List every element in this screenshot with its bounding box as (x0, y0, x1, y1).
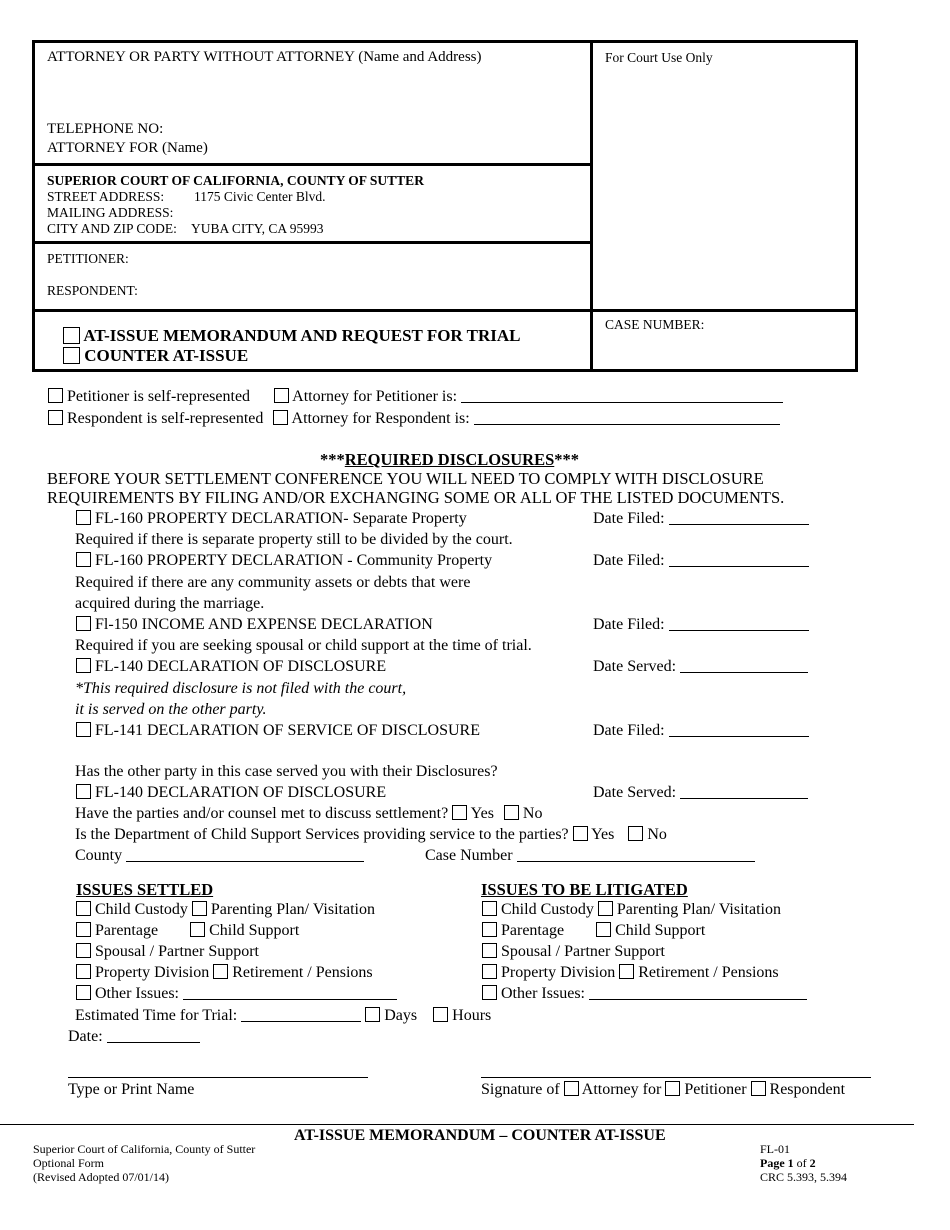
estimated-time-row (75, 1006, 491, 1025)
disclosure-item-fl140-other (76, 783, 386, 802)
date-filed-2 (593, 551, 809, 570)
checkbox-settled-other[interactable] (76, 985, 91, 1000)
note-community-2: acquired during the marriage. (75, 595, 265, 612)
date-filed-5 (593, 721, 809, 740)
title-counter-text: COUNTER AT-ISSUE (84, 346, 249, 365)
checkbox-fl141[interactable] (76, 722, 91, 737)
option-label: Retirement / Pensions (638, 964, 779, 981)
street-value: 1175 Civic Center Blvd. (194, 189, 326, 204)
title-memorandum-text: AT-ISSUE MEMORANDUM AND REQUEST FOR TRIAL (83, 326, 521, 345)
disclosure-item-fl160-separate (76, 509, 467, 528)
case-number-row (425, 846, 755, 865)
checkbox-days[interactable] (365, 1007, 380, 1022)
checkbox-litigated-custody[interactable] (482, 901, 497, 916)
print-name-label: Type or Print Name (68, 1081, 195, 1098)
footer-form-id: FL-01 (760, 1142, 790, 1156)
checkbox-litigated-parentage[interactable] (482, 922, 497, 937)
divider (32, 163, 592, 166)
checkbox-settled-custody[interactable] (76, 901, 91, 916)
litigated-row-4 (482, 963, 779, 982)
city-value: YUBA CITY, CA 95993 (191, 221, 324, 236)
heading-text: REQUIRED DISCLOSURES (344, 450, 555, 469)
checkbox-fl150[interactable] (76, 616, 91, 631)
disclosure-item-fl160-community (76, 551, 492, 570)
city-label: CITY AND ZIP CODE: (47, 221, 177, 236)
date-filed-1 (593, 509, 809, 528)
date-label: Date Filed: (593, 552, 665, 569)
signature-line[interactable] (481, 1077, 871, 1078)
checkbox-settled-parentage[interactable] (76, 922, 91, 937)
checkbox-litigated-parenting[interactable] (598, 901, 613, 916)
item-label: FL-141 DECLARATION OF SERVICE OF DISCLOSURE (95, 722, 480, 739)
checkbox-fl160-community[interactable] (76, 552, 91, 567)
date-field[interactable] (669, 736, 809, 737)
option-label: Child Custody (501, 901, 594, 918)
checkbox-litigated-other[interactable] (482, 985, 497, 1000)
county-row (75, 846, 364, 865)
heading-stars: *** (320, 450, 345, 469)
respondent-label: RESPONDENT: (47, 283, 138, 298)
checkbox-pet-self[interactable] (48, 388, 63, 403)
print-name-line[interactable] (68, 1077, 368, 1078)
county-field[interactable] (126, 861, 364, 862)
option-label: Parenting Plan/ Visitation (616, 901, 781, 918)
checkbox-litigated-retirement[interactable] (619, 964, 634, 979)
disclosure-item-fl140 (76, 657, 386, 676)
checkbox-memorandum[interactable] (63, 327, 80, 344)
date-row (68, 1027, 200, 1046)
checkbox-sig-respondent[interactable] (751, 1081, 766, 1096)
date-field[interactable] (107, 1042, 200, 1043)
county-label: County (75, 847, 123, 864)
date-field[interactable] (669, 524, 809, 525)
issues-litigated-heading: ISSUES TO BE LITIGATED (481, 880, 688, 899)
disclosure-item-fl150 (76, 615, 433, 634)
date-filed-3 (593, 615, 809, 634)
estimated-time-field[interactable] (241, 1021, 361, 1022)
issues-settled-heading: ISSUES SETTLED (76, 880, 214, 899)
checkbox-sig-attorney[interactable] (564, 1081, 579, 1096)
checkbox-sig-petitioner[interactable] (665, 1081, 680, 1096)
disclosures-heading (320, 450, 579, 469)
litigated-row-3 (482, 942, 665, 961)
date-label: Date Filed: (593, 722, 665, 739)
checkbox-met-no[interactable] (504, 805, 519, 820)
date-label: Date: (68, 1028, 103, 1045)
option-label: Other Issues: (501, 985, 585, 1002)
estimated-time-label: Estimated Time for Trial: (75, 1007, 238, 1024)
telephone-label: TELEPHONE NO: (47, 121, 164, 137)
attorney-for-label: Attorney for (581, 1081, 662, 1098)
option-label: Child Custody (95, 901, 188, 918)
case-number-field[interactable] (517, 861, 755, 862)
resp-self-label: Respondent is self-represented (67, 410, 264, 427)
date-served-6 (593, 783, 808, 802)
representation-petitioner (48, 387, 783, 406)
litigated-row-1 (482, 900, 781, 919)
option-label: Retirement / Pensions (232, 964, 373, 981)
item-label: Fl-150 INCOME AND EXPENSE DECLARATION (95, 616, 433, 633)
date-field[interactable] (680, 672, 808, 673)
checkbox-resp-attorney[interactable] (273, 410, 288, 425)
checkbox-fl160-separate[interactable] (76, 510, 91, 525)
checkbox-settled-property[interactable] (76, 964, 91, 979)
item-label: FL-160 PROPERTY DECLARATION- Separate Property (95, 510, 467, 527)
attorney-for-label: ATTORNEY FOR (Name) (47, 140, 208, 156)
checkbox-dcss-yes[interactable] (573, 826, 588, 841)
settled-other-field[interactable] (183, 999, 397, 1000)
checkbox-counter[interactable] (63, 347, 80, 364)
footer-title: AT-ISSUE MEMORANDUM – COUNTER AT-ISSUE (294, 1127, 666, 1144)
settlement-question (75, 804, 542, 823)
resp-attorney-label: Attorney for Respondent is: (291, 410, 470, 427)
settled-row-5 (76, 984, 397, 1003)
footer-page (760, 1156, 816, 1170)
checkbox-litigated-property[interactable] (482, 964, 497, 979)
court-use-label: For Court Use Only (605, 50, 713, 65)
item-label: FL-160 PROPERTY DECLARATION - Community Property (95, 552, 493, 569)
option-label: Parentage (95, 922, 159, 939)
respondent-label: Respondent (769, 1081, 846, 1098)
date-label: Date Filed: (593, 510, 665, 527)
divider (32, 309, 858, 312)
date-label: Date Filed: (593, 616, 665, 633)
checkbox-settled-parenting[interactable] (192, 901, 207, 916)
checkbox-litigated-support[interactable] (596, 922, 611, 937)
checkbox-hours[interactable] (433, 1007, 448, 1022)
note-fl140-2: it is served on the other party. (75, 701, 267, 718)
settled-row-3 (76, 942, 259, 961)
signature-of-label: Signature of (481, 1081, 560, 1098)
date-label: Date Served: (593, 658, 677, 675)
option-label: Property Division (501, 964, 616, 981)
checkbox-settled-retirement[interactable] (213, 964, 228, 979)
of-word: of (796, 1156, 807, 1170)
petitioner-label: Petitioner (684, 1081, 747, 1098)
no-label: No (522, 805, 543, 822)
footer-rule (0, 1124, 914, 1125)
option-label: Spousal / Partner Support (95, 943, 259, 960)
footer-crc: CRC 5.393, 5.394 (760, 1170, 848, 1184)
option-label: Spousal / Partner Support (501, 943, 665, 960)
resp-attorney-field[interactable] (474, 424, 780, 425)
option-label: Child Support (615, 922, 706, 939)
note-fl140-1: *This required disclosure is not filed with the court, (75, 680, 407, 697)
footer-left-1: Superior Court of California, County of Sutter (33, 1142, 256, 1156)
note-community-1: Required if there are any community assets or debts that were (75, 574, 471, 591)
date-served-4 (593, 657, 808, 676)
option-label: Parentage (501, 922, 565, 939)
caption-divider (590, 40, 593, 372)
pet-attorney-label: Attorney for Petitioner is: (292, 388, 458, 405)
checkbox-litigated-spousal[interactable] (482, 943, 497, 958)
disclosure-item-fl141 (76, 721, 480, 740)
date-label: Date Served: (593, 784, 677, 801)
checkbox-settled-support[interactable] (190, 922, 205, 937)
footer-left-2: Optional Form (33, 1156, 104, 1170)
settled-row-1 (76, 900, 375, 919)
dcss-question (75, 825, 667, 844)
question-text: Is the Department of Child Support Services providing service to the parties? (75, 826, 569, 843)
page-total: 2 (809, 1156, 816, 1170)
case-number-label: Case Number (425, 847, 513, 864)
litigated-row-2 (482, 921, 705, 940)
litigated-row-5 (482, 984, 807, 1003)
page-number: 1 (787, 1156, 794, 1170)
checkbox-met-yes[interactable] (452, 805, 467, 820)
title-memorandum (63, 326, 521, 346)
heading-stars: *** (554, 450, 580, 469)
checkbox-dcss-no[interactable] (628, 826, 643, 841)
option-label: Parenting Plan/ Visitation (210, 901, 375, 918)
disclosures-intro-1: BEFORE YOUR SETTLEMENT CONFERENCE YOU WILL NEED TO COMPLY WITH DISCLOSURE (47, 469, 764, 488)
checkbox-resp-self[interactable] (48, 410, 63, 425)
question-text: Have the parties and/or counsel met to discuss settlement? (75, 805, 449, 822)
hours-label: Hours (452, 1007, 492, 1024)
yes-label: Yes (591, 826, 615, 843)
option-label: Property Division (95, 964, 210, 981)
no-label: No (647, 826, 667, 843)
other-party-question: Has the other party in this case served you with their Disclosures? (75, 763, 498, 780)
settled-row-4 (76, 963, 373, 982)
divider (32, 241, 592, 244)
note-income: Required if you are seeking spousal or child support at the time of trial. (75, 637, 532, 654)
checkbox-fl140[interactable] (76, 658, 91, 673)
petitioner-label: PETITIONER: (47, 251, 129, 266)
settled-row-2 (76, 921, 299, 940)
checkbox-fl140-other[interactable] (76, 784, 91, 799)
note-separate: Required if there is separate property still to be divided by the court. (75, 531, 513, 548)
signature-caption (481, 1080, 845, 1099)
case-number-label: CASE NUMBER: (605, 317, 705, 332)
footer-left-3: (Revised Adopted 07/01/14) (33, 1170, 169, 1184)
page-word: Page (760, 1156, 785, 1170)
litigated-other-field[interactable] (589, 999, 807, 1000)
representation-respondent (48, 409, 780, 428)
disclosures-intro-2: REQUIREMENTS BY FILING AND/OR EXCHANGING SOME OR ALL OF THE LISTED DOCUMENTS. (47, 488, 785, 507)
yes-label: Yes (470, 805, 494, 822)
attorney-label: ATTORNEY OR PARTY WITHOUT ATTORNEY (Name and Address) (47, 49, 482, 65)
option-label: Other Issues: (95, 985, 179, 1002)
street-label: STREET ADDRESS: (47, 189, 165, 204)
checkbox-settled-spousal[interactable] (76, 943, 91, 958)
date-field[interactable] (680, 798, 808, 799)
item-label: FL-140 DECLARATION OF DISCLOSURE (95, 658, 387, 675)
days-label: Days (384, 1007, 418, 1024)
pet-attorney-field[interactable] (461, 402, 783, 403)
option-label: Child Support (209, 922, 300, 939)
date-field[interactable] (669, 630, 809, 631)
mailing-label: MAILING ADDRESS: (47, 205, 174, 220)
date-field[interactable] (669, 566, 809, 567)
checkbox-pet-attorney[interactable] (274, 388, 289, 403)
title-counter (63, 346, 248, 366)
court-name: SUPERIOR COURT OF CALIFORNIA, COUNTY OF SUTTER (47, 173, 424, 188)
item-label: FL-140 DECLARATION OF DISCLOSURE (95, 784, 387, 801)
pet-self-label: Petitioner is self-represented (67, 388, 251, 405)
